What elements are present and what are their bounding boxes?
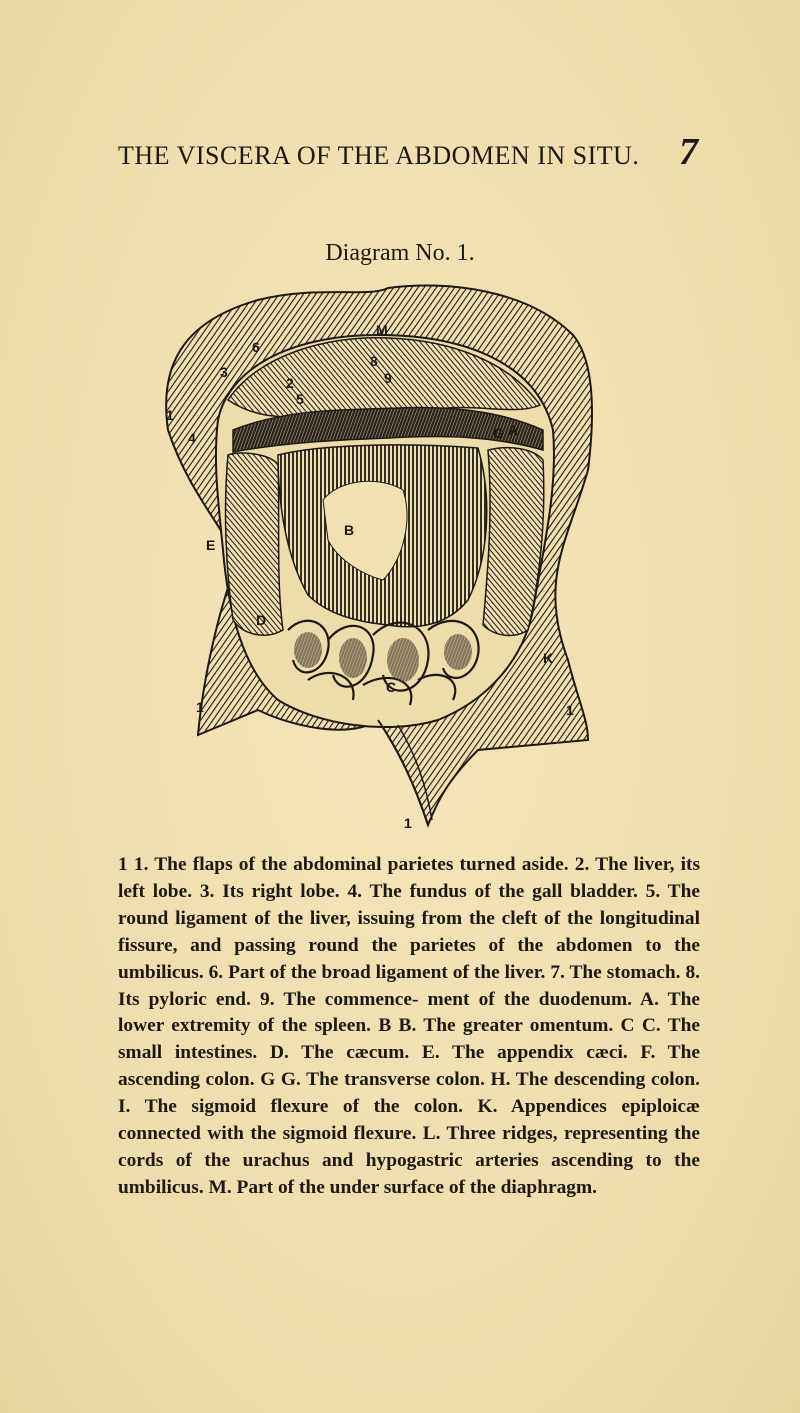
label-5: 5 [296,391,304,407]
label-k: K [543,650,554,666]
label-1-right: 1 [566,702,574,718]
label-1-bottom: 1 [404,815,412,830]
label-9: 9 [384,370,392,386]
label-1-lower-left: 1 [196,699,204,715]
label-c: C [386,679,397,695]
label-6: 6 [252,339,260,355]
label-2: 2 [286,375,294,391]
label-3: 3 [220,364,228,380]
figure-caption: Diagram No. 1. [325,240,475,266]
figure-legend: 1 1. The flaps of the abdominal parietes turned aside. 2. The liver, its left lobe. 3. Its right lobe. 4. The fundus of the gall bladder. 5. The round ligament of the liver, issuing from the cleft of the longitudinal fissure, and passing round the parietes of the abdomen to the umbilicus. 6. Part of the broad ligament of the liver. 7. The stomach. 8. Its pyloric end. 9. The commence- ment of the duodenum. A. The lower extremity of the spleen. B B. The greater omentum. C C. The small intestines. D. The cæcum. E. The appendix cæci. F. The ascending colon. G G. The transverse colon. H. The descending colon. I. The sigmoid flexure of the colon. K. Appendices epiploicæ connected with the sigmoid flexure. L. Three ridges, representing the cords of the urachus and hypogastric arteries ascending to the umbilicus. M. Part of the under surface of the diaphragm. [118,854,700,1198]
running-head [118,133,698,171]
label-1-left: 1 [166,407,174,423]
label-8: 8 [370,353,378,369]
anatomical-illustration [148,280,608,830]
ascending-colon [226,453,283,635]
label-d: D [256,612,267,628]
label-4: 4 [188,430,196,446]
label-b: B [344,522,355,538]
label-m: M [376,322,388,338]
label-e: E [206,537,216,553]
label-g: G [493,425,504,441]
label-a: A [508,422,519,438]
page-number: 7 [679,131,698,173]
page-title: THE VISCERA OF THE ABDOMEN IN SITU. [118,141,640,170]
